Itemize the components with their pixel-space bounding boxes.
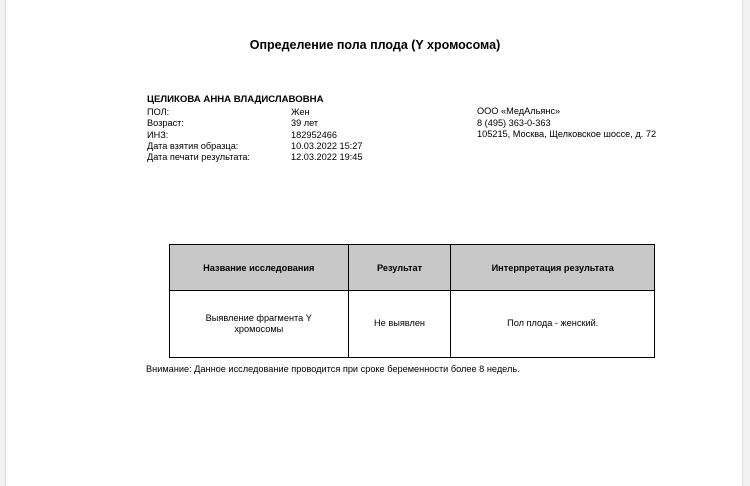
print-date-label: Дата печати результата: [147, 152, 250, 162]
test-name-line1: Выявление фрагмента Y [205, 312, 312, 323]
info-row-sex [147, 107, 310, 117]
age-label: Возраст: [147, 118, 184, 128]
results-table [169, 244, 655, 358]
cell-test-name [170, 291, 349, 358]
document-title: Определение пола плода (Y хромосома) [249, 38, 501, 52]
table-header-row [170, 245, 655, 291]
inz-value: 182952466 [291, 130, 337, 140]
table-row [170, 291, 655, 358]
header-result: Результат [348, 245, 451, 291]
info-row-print-date [147, 152, 363, 162]
test-name-line2: хромосомы [234, 324, 284, 334]
lab-phone: 8 (495) 363-0-363 [477, 117, 551, 128]
lab-name: ООО «МедАльянс» [477, 106, 561, 116]
lab-info [477, 106, 656, 141]
sample-date-value: 10.03.2022 15:27 [291, 141, 363, 151]
header-interpretation: Интерпретация результата [451, 245, 655, 291]
sex-label: ПОЛ: [147, 107, 170, 117]
header-test-name: Название исследования [170, 245, 349, 291]
info-row-age [147, 118, 319, 128]
print-date-value: 12.03.2022 19:45 [291, 152, 363, 162]
page-edge-right [742, 0, 750, 486]
sample-date-label: Дата взятия образца: [147, 141, 239, 151]
age-value: 39 лет [291, 118, 319, 128]
lab-address: 105215, Москва, Щелковское шоссе, д. 72 [477, 129, 657, 139]
patient-name: ЦЕЛИКОВА АННА ВЛАДИСЛАВОВНА [147, 94, 324, 105]
cell-interpretation: Пол плода - женский. [451, 291, 655, 358]
info-row-inz [147, 130, 337, 140]
sex-value: Жен [291, 107, 310, 117]
page-edge-left [0, 0, 6, 486]
inz-label: ИНЗ: [147, 130, 169, 140]
cell-result: Не выявлен [348, 291, 451, 358]
info-row-sample-date [147, 141, 363, 151]
warning-note: Внимание: Данное исследование проводится при сроке беременности более 8 недель. [146, 364, 520, 374]
